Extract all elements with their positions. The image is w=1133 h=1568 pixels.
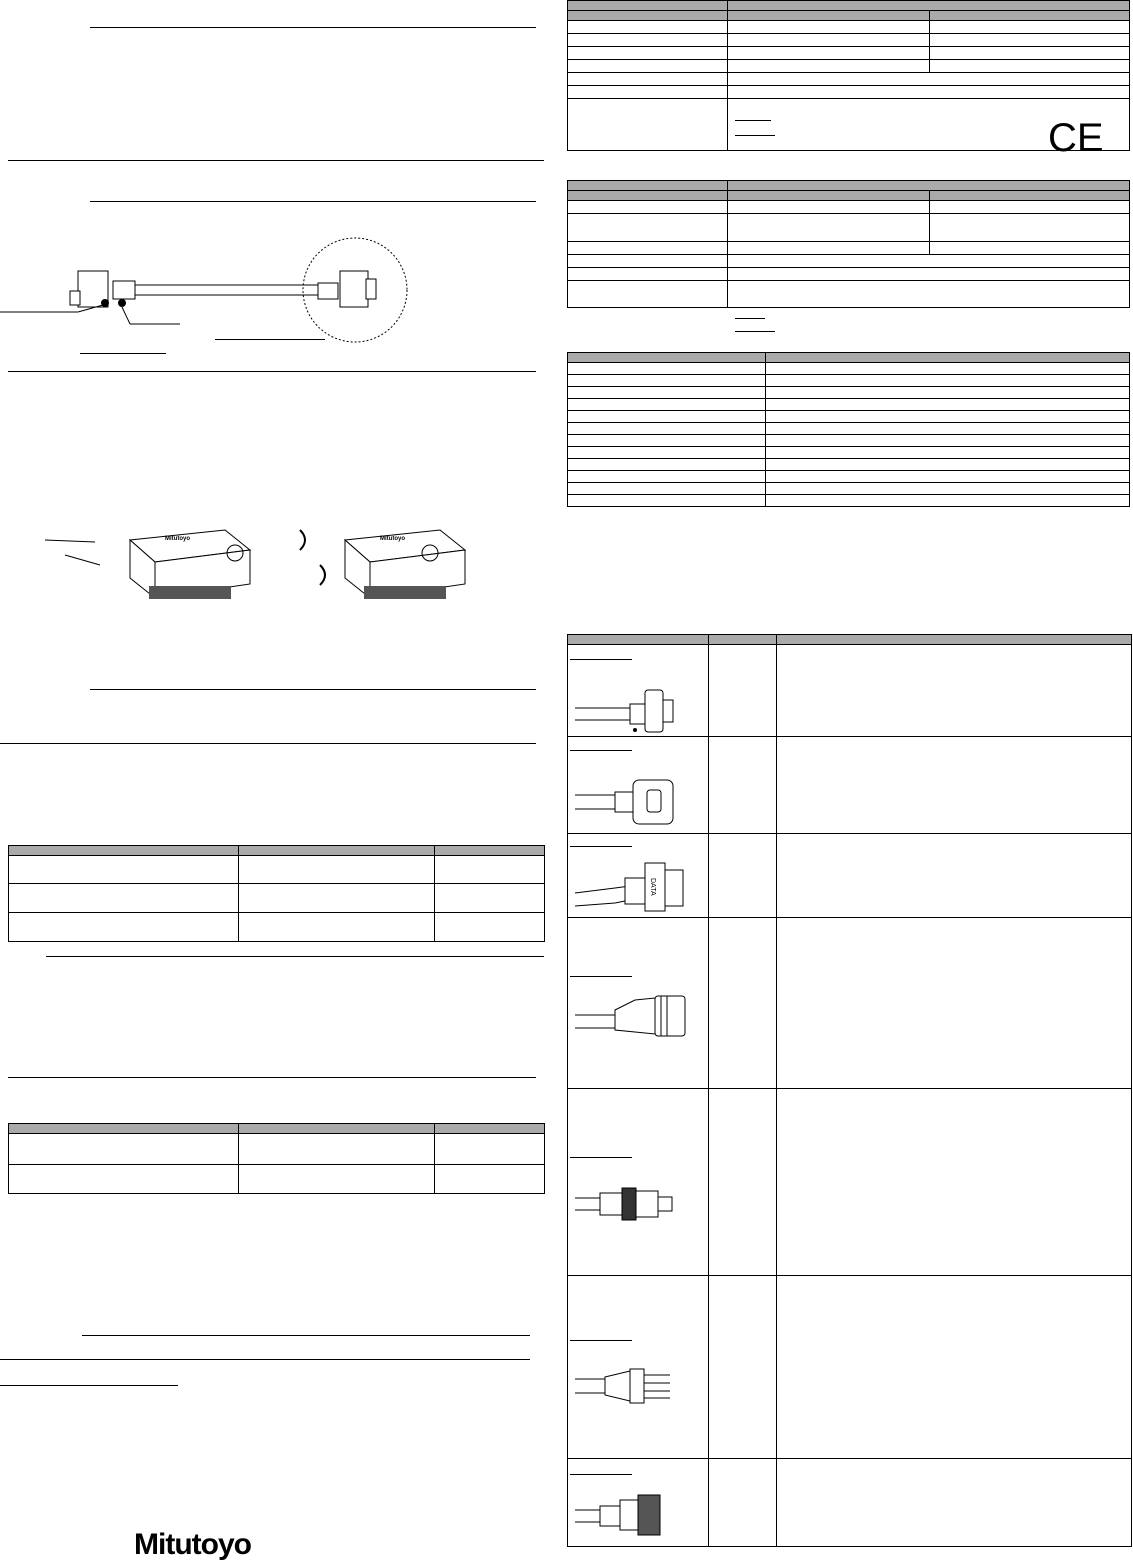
table-row [568, 435, 1130, 447]
table-row [568, 86, 1130, 99]
section-underline-6 [0, 1385, 178, 1386]
cell-underline-a [735, 120, 771, 121]
interface-unit-figure-left [45, 520, 245, 605]
table-row [568, 47, 1130, 60]
spec-table-2 [567, 180, 1130, 308]
section-underline-1 [90, 27, 536, 28]
connector-label-5 [570, 1157, 632, 1158]
table-row [9, 856, 545, 884]
table-row [568, 34, 1130, 47]
connector-drawing-1 [575, 680, 695, 740]
table-row [9, 913, 545, 942]
connector-label-6 [570, 1340, 632, 1341]
table-row [568, 268, 1130, 281]
section-rule-5 [0, 1359, 530, 1360]
connector-drawing-7 [575, 1490, 695, 1535]
connector-table [567, 634, 1132, 1547]
section-underline-2 [90, 201, 536, 202]
table-row [568, 214, 1130, 242]
table-row [568, 21, 1130, 34]
table-row [568, 471, 1130, 483]
table-row [568, 99, 1130, 151]
table-row [568, 73, 1130, 86]
table-row [568, 411, 1130, 423]
connector-drawing-2 [575, 775, 695, 835]
table-row [9, 1165, 545, 1194]
table-row [568, 60, 1130, 73]
table-row [568, 495, 1130, 507]
cable-connector-figure [0, 235, 420, 355]
model-table [567, 352, 1130, 507]
connector-drawing-5 [575, 1183, 695, 1223]
section-rule-1 [8, 160, 544, 161]
figure-callout-line [215, 339, 325, 340]
table-row [568, 447, 1130, 459]
table-row [9, 884, 545, 913]
section-underline-5 [82, 1335, 530, 1336]
spec-table-1 [567, 0, 1130, 151]
table-row [9, 1134, 545, 1165]
table-row [568, 363, 1130, 375]
figure-caption-underline [80, 353, 166, 354]
section-rule-3 [0, 743, 536, 744]
connector-label-7 [570, 1474, 632, 1475]
brand-mark-small-2: Mitutoyo [380, 536, 405, 542]
left-table-2 [8, 1123, 545, 1194]
brand-mark-small: Mitutoyo [165, 536, 190, 542]
cell-underline-d [735, 331, 775, 332]
mitutoyo-logo: Mitutoyo [134, 1528, 251, 1561]
left-table-1 [8, 845, 545, 942]
section-rule-4 [8, 1077, 536, 1078]
connector-drawing-3 [575, 858, 695, 918]
table-row [568, 387, 1130, 399]
table-row [568, 375, 1130, 387]
table-row [568, 281, 1130, 308]
cell-underline-b [735, 135, 775, 136]
section-underline-3 [90, 689, 536, 690]
connector-label-2 [570, 750, 632, 751]
connector-label-1 [570, 659, 632, 660]
table-row [568, 242, 1130, 255]
connector-label-3 [570, 846, 632, 847]
cell-underline-c [735, 318, 765, 319]
connector-drawing-6 [575, 1365, 695, 1405]
table-row [568, 255, 1130, 268]
interface-unit-figure-right [290, 520, 490, 605]
table-row [568, 423, 1130, 435]
table-row [568, 483, 1130, 495]
table-row [568, 459, 1130, 471]
table-row [568, 1089, 1132, 1276]
data-label: DATA [649, 878, 656, 896]
section-underline-4 [46, 956, 544, 957]
ce-mark: CE [1048, 116, 1104, 160]
table-row [568, 399, 1130, 411]
section-rule-2 [8, 371, 536, 372]
table-row [568, 201, 1130, 214]
connector-drawing-4 [575, 990, 695, 1040]
connector-label-4 [570, 976, 632, 977]
